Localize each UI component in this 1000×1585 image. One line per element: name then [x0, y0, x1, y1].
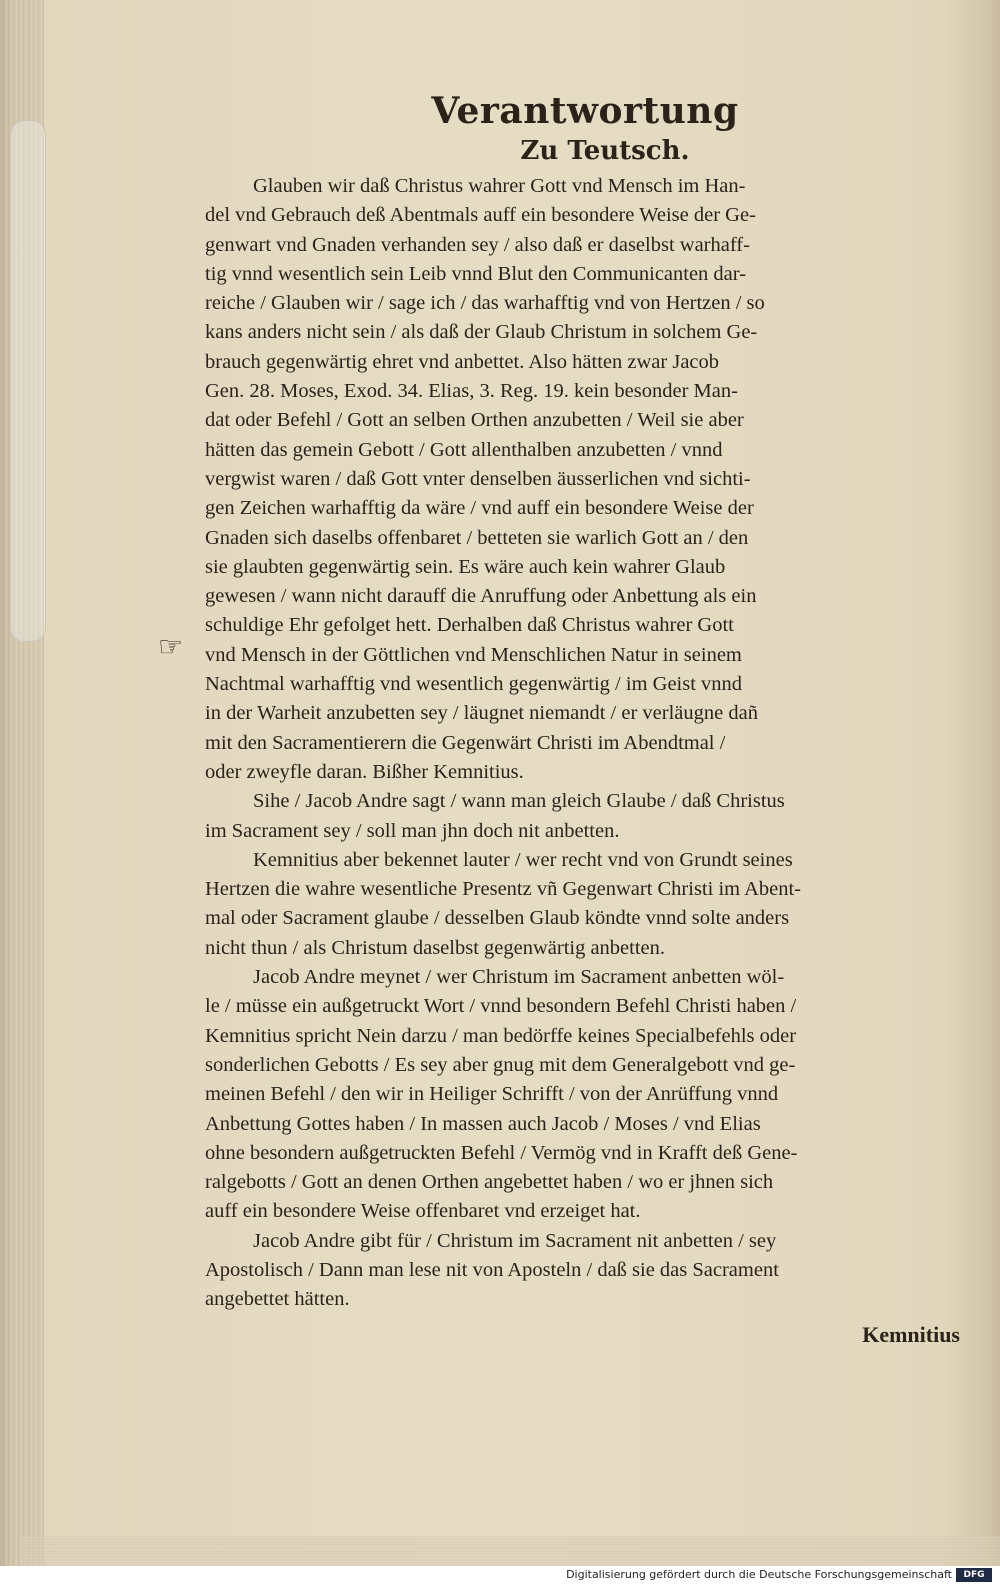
text-line: meinen Befehl / den wir in Heiliger Schrifft / von der Anrüffung vnnd: [205, 1083, 779, 1106]
text-line: angebettet hätten.: [205, 1288, 350, 1311]
text-line: sonderlichen Gebotts / Es sey aber gnug mit dem Generalgebott vnd ge-: [205, 1053, 796, 1076]
text-line: Anbettung Gottes haben / In massen auch Jacob / Moses / vnd Elias: [205, 1112, 761, 1135]
text-line: Kemnitius spricht Nein darzu / man bedörffe keines Specialbefehls oder: [205, 1024, 797, 1047]
text-line: auff ein besondere Weise offenbaret vnd erzeiget hat.: [205, 1200, 641, 1223]
manicule-icon: ☞: [158, 630, 184, 663]
text-line: vergwist waren / daß Gott vnter denselben äusserlichen vnd sichti-: [205, 467, 751, 490]
text-line: reiche / Glauben wir / sage ich / das warhafftig vnd von Hertzen / so: [205, 292, 765, 315]
paragraph: [205, 846, 965, 963]
plastic-clip: [10, 120, 46, 642]
text-line: Gen. 28. Moses, Exod. 34. Elias, 3. Reg. 19. kein besonder Man-: [205, 380, 738, 403]
text-line: im Sacrament sey / soll man jhn doch nit anbetten.: [205, 819, 620, 842]
text-line: genwart vnd Gnaden verhanden sey / also daß er daselbst warhaff-: [205, 233, 750, 256]
text-line: Glauben wir daß Christus wahrer Gott vnd Mensch im Han-: [253, 175, 746, 197]
text-line: ralgebotts / Gott an denen Orthen angebettet haben / wo er jhnen sich: [205, 1171, 774, 1194]
page-heading: Verantwortung: [431, 90, 739, 132]
text-line: tig vnnd wesentlich sein Leib vnnd Blut den Communicanten dar-: [205, 262, 747, 285]
book-page-edges-bottom: [20, 1536, 1000, 1566]
paragraph: [205, 787, 965, 846]
catchword: Kemnitius: [862, 1322, 960, 1347]
text-line: Nachtmal warhafftig vnd wesentlich gegenwärtig / im Geist vnnd: [205, 673, 743, 696]
text-line: ohne besondern außgetruckten Befehl / Vermög vnd in Krafft deß Gene-: [205, 1141, 798, 1164]
text-line: oder zweyfle daran. Bißher Kemnitius.: [205, 760, 524, 783]
text-line: Apostolisch / Dann man lese nit von Aposteln / daß sie das Sacrament: [205, 1258, 779, 1281]
page-subheading: Zu Teutsch.: [520, 136, 690, 166]
text-line: Gnaden sich daselbs offenbaret / betteten sie warlich Gott an / den: [205, 526, 749, 549]
text-line: hätten das gemein Gebott / Gott allenthalben anzubetten / vnnd: [205, 438, 723, 461]
text-line: vnd Mensch in der Göttlichen vnd Menschlichen Natur in seinem: [205, 643, 742, 666]
paragraph: [205, 172, 965, 787]
footer-credit: Digitalisierung gefördert durch die Deutsche Forschungsgemeinschaft: [566, 1568, 952, 1581]
text-line: sie glaubten gegenwärtig sein. Es wäre auch kein wahrer Glaub: [205, 555, 726, 578]
text-line: mit den Sacramentierern die Gegenwärt Christi im Abendtmal /: [205, 731, 726, 754]
text-line: le / müsse ein außgetruckt Wort / vnnd besondern Befehl Christi haben /: [205, 995, 797, 1018]
text-line: schuldige Ehr gefolget hett. Derhalben daß Christus wahrer Gott: [205, 614, 734, 637]
text-line: dat oder Befehl / Gott an selben Orthen anzubetten / Weil sie aber: [205, 409, 744, 432]
text-line: nicht thun / als Christum daselbst gegenwärtig anbetten.: [205, 936, 666, 959]
text-line: del vnd Gebrauch deß Abentmals auff ein besondere Weise der Ge-: [205, 204, 756, 227]
text-line: Jacob Andre gibt für / Christum im Sacrament nit anbetten / sey: [253, 1229, 777, 1252]
text-line: Hertzen die wahre wesentliche Presentz vñ Gegenwart Christi im Abent-: [205, 878, 802, 901]
footer-bar: [0, 1566, 1000, 1585]
text-line: kans anders nicht sein / als daß der Glaub Christum in solchem Ge-: [205, 321, 758, 344]
text-line: Sihe / Jacob Andre sagt / wann man gleich Glaube / daß Christus: [253, 790, 785, 813]
dfg-logo-icon: DFG: [956, 1568, 992, 1582]
text-block: [205, 90, 965, 1315]
text-line: brauch gegenwärtig ehret vnd anbettet. Also hätten zwar Jacob: [205, 350, 720, 373]
text-line: Jacob Andre meynet / wer Christum im Sacrament anbetten wöl-: [253, 966, 785, 989]
text-line: in der Warheit anzubetten sey / läugnet niemandt / er verläugne dañ: [205, 702, 758, 725]
text-line: Kemnitius aber bekennet lauter / wer recht vnd von Grundt seines: [253, 848, 793, 871]
text-line: gen Zeichen warhafftig da wäre / vnd auff ein besondere Weise der: [205, 497, 754, 520]
paragraph: [205, 1227, 965, 1315]
body-text: [205, 172, 965, 1315]
paragraph: [205, 963, 965, 1227]
text-line: mal oder Sacrament glaube / desselben Glaub köndte vnnd solte anders: [205, 907, 790, 930]
text-line: gewesen / wann nicht darauff die Anruffung oder Anbettung als ein: [205, 585, 757, 608]
